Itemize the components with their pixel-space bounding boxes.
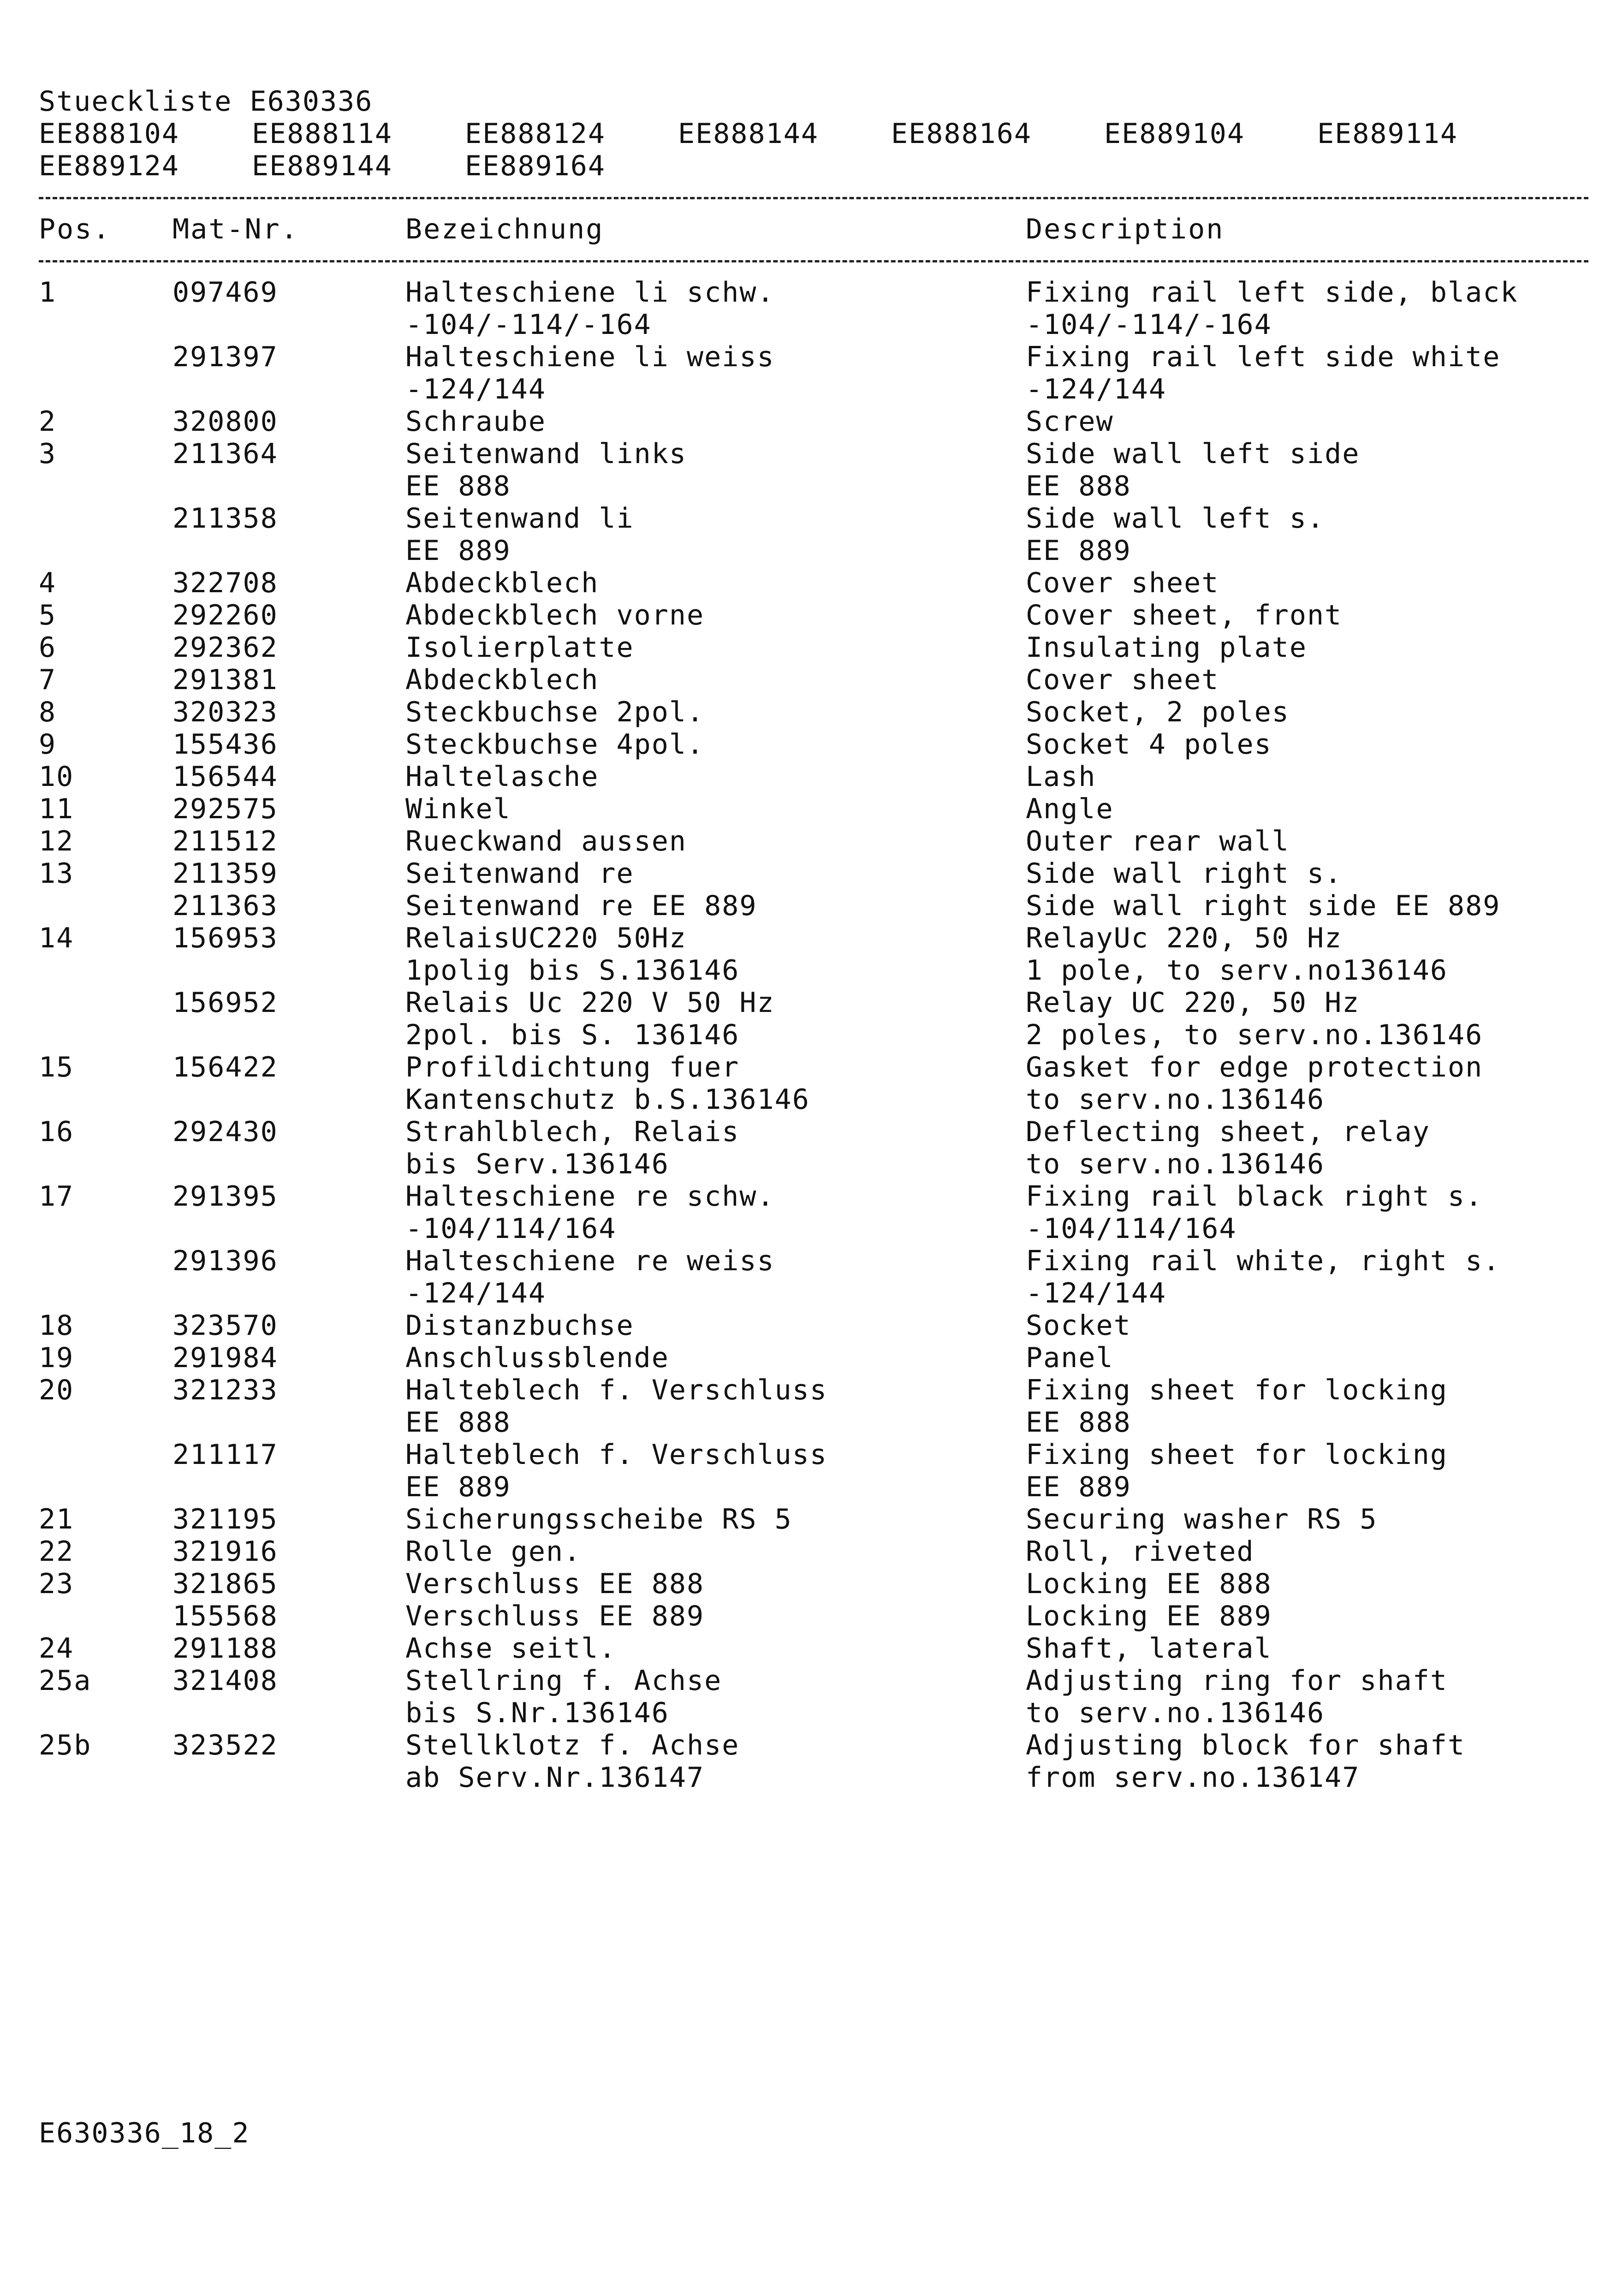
model-number: EE888124 [465,118,606,150]
description-cell: -124/144 [1026,373,1166,405]
pos-cell: 15 [39,1051,74,1083]
divider-header [39,260,1588,262]
pos-cell [39,1439,172,1471]
pos-cell: 9 [39,728,57,761]
table-row [39,825,1588,857]
description-cell: EE 888 [1026,470,1131,502]
table-row [39,1697,1588,1729]
mat-nr-cell: 156953 [172,922,278,954]
table-row [39,438,1588,470]
pos-cell: 24 [39,1632,74,1665]
table-row [39,535,1588,567]
pos-cell: 10 [39,761,74,793]
model-number: EE889124 [39,150,179,182]
description-cell: Side wall right s. [1026,857,1343,890]
mat-nr-cell: 291397 [172,341,278,373]
mat-nr-cell: 156952 [172,987,278,1019]
description-cell: Fixing sheet for locking [1026,1374,1448,1406]
column-header-mat-nr: Mat-Nr. [172,213,299,245]
description-cell: Panel [1026,1342,1114,1374]
description-cell: Securing washer RS 5 [1026,1503,1378,1535]
pos-cell: 20 [39,1374,74,1406]
pos-cell: 16 [39,1116,74,1148]
mat-nr-cell: 292260 [172,599,278,631]
description-cell: Cover sheet [1026,567,1219,599]
table-row [39,1471,1588,1503]
mat-nr-cell: 291188 [172,1632,278,1665]
pos-cell: 18 [39,1309,74,1342]
description-cell: Insulating plate [1026,631,1307,664]
bezeichnung-cell: Profildichtung fuer [405,1051,740,1083]
mat-nr-cell: 291396 [172,1245,278,1277]
description-cell: Gasket for edge protection [1026,1051,1483,1083]
bezeichnung-cell: Isolierplatte [405,631,634,664]
bezeichnung-cell: EE 889 [405,535,511,567]
mat-nr-cell: 321408 [172,1665,278,1697]
table-row [39,1600,1588,1632]
document-code: E630336_18_2 [39,2117,250,2149]
mat-nr-cell [172,1148,405,1180]
table-row [39,696,1588,728]
pos-cell [39,1471,172,1503]
description-cell: Angle [1026,793,1114,825]
mat-nr-cell: 211117 [172,1439,278,1471]
pos-cell [39,1761,172,1794]
pos-cell: 1 [39,276,57,309]
column-header-pos: Pos. [39,213,111,245]
mat-nr-cell [172,1471,405,1503]
model-number: EE888144 [678,118,819,150]
table-row [39,1568,1588,1600]
bezeichnung-cell: Seitenwand links [405,438,687,470]
model-number: EE888164 [891,118,1032,150]
bezeichnung-cell: Distanzbuchse [405,1309,634,1342]
description-cell: -104/-114/-164 [1026,309,1272,341]
description-cell: to serv.no.136146 [1026,1083,1325,1116]
pos-cell [39,1277,172,1309]
description-cell: 1 pole, to serv.no136146 [1026,954,1448,987]
description-cell: Deflecting sheet, relay [1026,1116,1430,1148]
table-row [39,341,1588,373]
mat-nr-cell [172,1019,405,1051]
table-row [39,987,1588,1019]
description-cell: Locking EE 888 [1026,1568,1272,1600]
description-cell: Fixing rail white, right s. [1026,1245,1501,1277]
mat-nr-cell: 155568 [172,1600,278,1632]
mat-nr-cell: 211364 [172,438,278,470]
bezeichnung-cell: Rueckwand aussen [405,825,687,857]
description-cell: Side wall left side [1026,438,1360,470]
mat-nr-cell [172,1277,405,1309]
column-header-description: Description [1026,213,1225,245]
table-row [39,309,1588,341]
description-cell: Fixing rail black right s. [1026,1180,1483,1213]
table-row [39,1535,1588,1568]
mat-nr-cell: 211359 [172,857,278,890]
pos-cell: 8 [39,696,57,728]
table-row [39,761,1588,793]
bezeichnung-cell: Halteschiene re weiss [405,1245,775,1277]
mat-nr-cell [172,535,405,567]
mat-nr-cell: 292430 [172,1116,278,1148]
bezeichnung-cell: Relais Uc 220 V 50 Hz [405,987,775,1019]
pos-cell [39,1213,172,1245]
mat-nr-cell [172,373,405,405]
table-row [39,1019,1588,1051]
mat-nr-cell: 155436 [172,728,278,761]
description-cell: 2 poles, to serv.no.136146 [1026,1019,1483,1051]
pos-cell: 25a [39,1665,92,1697]
table-row [39,890,1588,922]
mat-nr-cell: 211358 [172,502,278,535]
description-cell: Outer rear wall [1026,825,1290,857]
pos-cell: 11 [39,793,74,825]
mat-nr-cell [172,1761,405,1794]
bezeichnung-cell: Anschlussblende [405,1342,669,1374]
mat-nr-cell: 156422 [172,1051,278,1083]
table-row [39,502,1588,535]
description-cell: Cover sheet, front [1026,599,1343,631]
mat-nr-cell [172,1697,405,1729]
description-cell: to serv.no.136146 [1026,1697,1325,1729]
description-cell: EE 889 [1026,1471,1131,1503]
pos-cell: 4 [39,567,57,599]
mat-nr-cell: 321916 [172,1535,278,1568]
pos-cell [39,1406,172,1439]
bezeichnung-cell: -124/144 [405,373,546,405]
model-number: EE889144 [252,150,392,182]
pos-cell: 3 [39,438,57,470]
bezeichnung-cell: Steckbuchse 2pol. [405,696,705,728]
description-cell: Fixing sheet for locking [1026,1439,1448,1471]
pos-cell [39,309,172,341]
mat-nr-cell [172,470,405,502]
bezeichnung-cell: Schraube [405,405,546,438]
description-cell: -104/114/164 [1026,1213,1237,1245]
pos-cell: 14 [39,922,74,954]
mat-nr-cell [172,954,405,987]
mat-nr-cell: 323570 [172,1309,278,1342]
description-cell: Cover sheet [1026,664,1219,696]
table-row [39,1245,1588,1277]
bezeichnung-cell: Seitenwand re [405,857,634,890]
table-row [39,1277,1588,1309]
table-row [39,793,1588,825]
table-row [39,599,1588,631]
description-cell: Side wall right side EE 889 [1026,890,1501,922]
pos-cell: 21 [39,1503,74,1535]
description-cell: Socket, 2 poles [1026,696,1290,728]
table-row [39,1503,1588,1535]
bezeichnung-cell: Sicherungsscheibe RS 5 [405,1503,792,1535]
model-number: EE888104 [39,118,179,150]
description-cell: Shaft, lateral [1026,1632,1272,1665]
pos-cell: 23 [39,1568,74,1600]
mat-nr-cell [172,1406,405,1439]
bezeichnung-cell: Seitenwand li [405,502,634,535]
pos-cell [39,1697,172,1729]
mat-nr-cell: 211363 [172,890,278,922]
bezeichnung-cell: 1polig bis S.136146 [405,954,740,987]
table-row [39,1761,1588,1794]
pos-cell: 17 [39,1180,74,1213]
pos-cell: 25b [39,1729,92,1761]
table-row [39,1116,1588,1148]
mat-nr-cell [172,1213,405,1245]
bezeichnung-cell: ab Serv.Nr.136147 [405,1761,705,1794]
description-cell: Relay UC 220, 50 Hz [1026,987,1360,1019]
pos-cell [39,1600,172,1632]
pos-cell [39,535,172,567]
pos-cell [39,502,172,535]
bezeichnung-cell: Verschluss EE 889 [405,1600,705,1632]
bezeichnung-cell: Winkel [405,793,511,825]
table-row [39,1406,1588,1439]
bezeichnung-cell: Stellklotz f. Achse [405,1729,740,1761]
pos-cell: 22 [39,1535,74,1568]
description-cell: Adjusting ring for shaft [1026,1665,1448,1697]
table-row [39,1213,1588,1245]
bezeichnung-cell: EE 889 [405,1471,511,1503]
pos-cell [39,987,172,1019]
table-row [39,1051,1588,1083]
pos-cell [39,470,172,502]
table-row [39,1374,1588,1406]
table-row [39,1180,1588,1213]
table-row [39,1632,1588,1665]
pos-cell: 13 [39,857,74,890]
table-row [39,470,1588,502]
bezeichnung-cell: Rolle gen. [405,1535,582,1568]
description-cell: Adjusting block for shaft [1026,1729,1466,1761]
bezeichnung-cell: Stellring f. Achse [405,1665,722,1697]
model-number: EE889164 [465,150,606,182]
mat-nr-cell: 321195 [172,1503,278,1535]
document-title: Stueckliste E630336 [39,85,373,118]
mat-nr-cell: 321865 [172,1568,278,1600]
table-row [39,1439,1588,1471]
table-row [39,1342,1588,1374]
bezeichnung-cell: RelaisUC220 50Hz [405,922,687,954]
bezeichnung-cell: EE 888 [405,1406,511,1439]
pos-cell [39,373,172,405]
bezeichnung-cell: -104/114/164 [405,1213,617,1245]
description-cell: Fixing rail left side, black [1026,276,1518,309]
bezeichnung-cell: Abdeckblech [405,567,599,599]
bezeichnung-cell: Halteschiene li schw. [405,276,775,309]
pos-cell: 2 [39,405,57,438]
bezeichnung-cell: Kantenschutz b.S.136146 [405,1083,810,1116]
table-row [39,728,1588,761]
description-cell: Socket 4 poles [1026,728,1272,761]
bezeichnung-cell: Halteblech f. Verschluss [405,1439,827,1471]
description-cell: -124/144 [1026,1277,1166,1309]
description-cell: EE 889 [1026,535,1131,567]
table-row [39,1665,1588,1697]
table-row [39,373,1588,405]
table-row [39,1309,1588,1342]
parts-list-sheet [39,85,1588,1794]
model-list [39,118,1588,182]
description-cell: to serv.no.136146 [1026,1148,1325,1180]
mat-nr-cell: 320800 [172,405,278,438]
table-row [39,1148,1588,1180]
bezeichnung-cell: bis Serv.136146 [405,1148,669,1180]
model-number: EE889114 [1317,118,1458,150]
mat-nr-cell: 321233 [172,1374,278,1406]
bezeichnung-cell: Strahlblech, Relais [405,1116,740,1148]
table-row [39,922,1588,954]
table-row [39,664,1588,696]
bezeichnung-cell: Abdeckblech vorne [405,599,705,631]
bezeichnung-cell: Halteschiene re schw. [405,1180,775,1213]
description-cell: Locking EE 889 [1026,1600,1272,1632]
mat-nr-cell: 097469 [172,276,278,309]
description-cell: Screw [1026,405,1114,438]
table-row [39,857,1588,890]
mat-nr-cell [172,1083,405,1116]
pos-cell [39,954,172,987]
pos-cell: 5 [39,599,57,631]
bezeichnung-cell: Verschluss EE 888 [405,1568,705,1600]
description-cell: Side wall left s. [1026,502,1325,535]
mat-nr-cell: 292575 [172,793,278,825]
bezeichnung-cell: -124/144 [405,1277,546,1309]
mat-nr-cell: 322708 [172,567,278,599]
mat-nr-cell [172,309,405,341]
bezeichnung-cell: Halteschiene li weiss [405,341,775,373]
divider-top [39,197,1588,199]
pos-cell [39,1148,172,1180]
description-cell: Socket [1026,1309,1131,1342]
bezeichnung-cell: Haltelasche [405,761,599,793]
pos-cell [39,890,172,922]
description-cell: EE 888 [1026,1406,1131,1439]
pos-cell [39,1245,172,1277]
model-number: EE889104 [1104,118,1245,150]
pos-cell: 7 [39,664,57,696]
mat-nr-cell: 291395 [172,1180,278,1213]
pos-cell [39,341,172,373]
mat-nr-cell: 320323 [172,696,278,728]
mat-nr-cell: 156544 [172,761,278,793]
table-row [39,1729,1588,1761]
mat-nr-cell: 323522 [172,1729,278,1761]
description-cell: Roll, riveted [1026,1535,1254,1568]
table-row [39,631,1588,664]
parts-table-body [39,276,1588,1794]
pos-cell: 6 [39,631,57,664]
table-row [39,1083,1588,1116]
bezeichnung-cell: Achse seitl. [405,1632,617,1665]
bezeichnung-cell: bis S.Nr.136146 [405,1697,669,1729]
pos-cell [39,1083,172,1116]
pos-cell [39,1019,172,1051]
table-row [39,276,1588,309]
pos-cell: 19 [39,1342,74,1374]
mat-nr-cell: 211512 [172,825,278,857]
mat-nr-cell: 291984 [172,1342,278,1374]
bezeichnung-cell: 2pol. bis S. 136146 [405,1019,740,1051]
mat-nr-cell: 292362 [172,631,278,664]
column-headers [39,213,1588,245]
bezeichnung-cell: Seitenwand re EE 889 [405,890,757,922]
mat-nr-cell: 291381 [172,664,278,696]
description-cell: Fixing rail left side white [1026,341,1501,373]
description-cell: from serv.no.136147 [1026,1761,1360,1794]
table-row [39,954,1588,987]
description-cell: Lash [1026,761,1096,793]
description-cell: RelayUc 220, 50 Hz [1026,922,1343,954]
table-row [39,567,1588,599]
column-header-bezeichnung: Bezeichnung [405,213,604,245]
model-number: EE888114 [252,118,392,150]
bezeichnung-cell: Abdeckblech [405,664,599,696]
bezeichnung-cell: EE 888 [405,470,511,502]
bezeichnung-cell: -104/-114/-164 [405,309,652,341]
table-row [39,405,1588,438]
pos-cell: 12 [39,825,74,857]
bezeichnung-cell: Steckbuchse 4pol. [405,728,705,761]
bezeichnung-cell: Halteblech f. Verschluss [405,1374,827,1406]
